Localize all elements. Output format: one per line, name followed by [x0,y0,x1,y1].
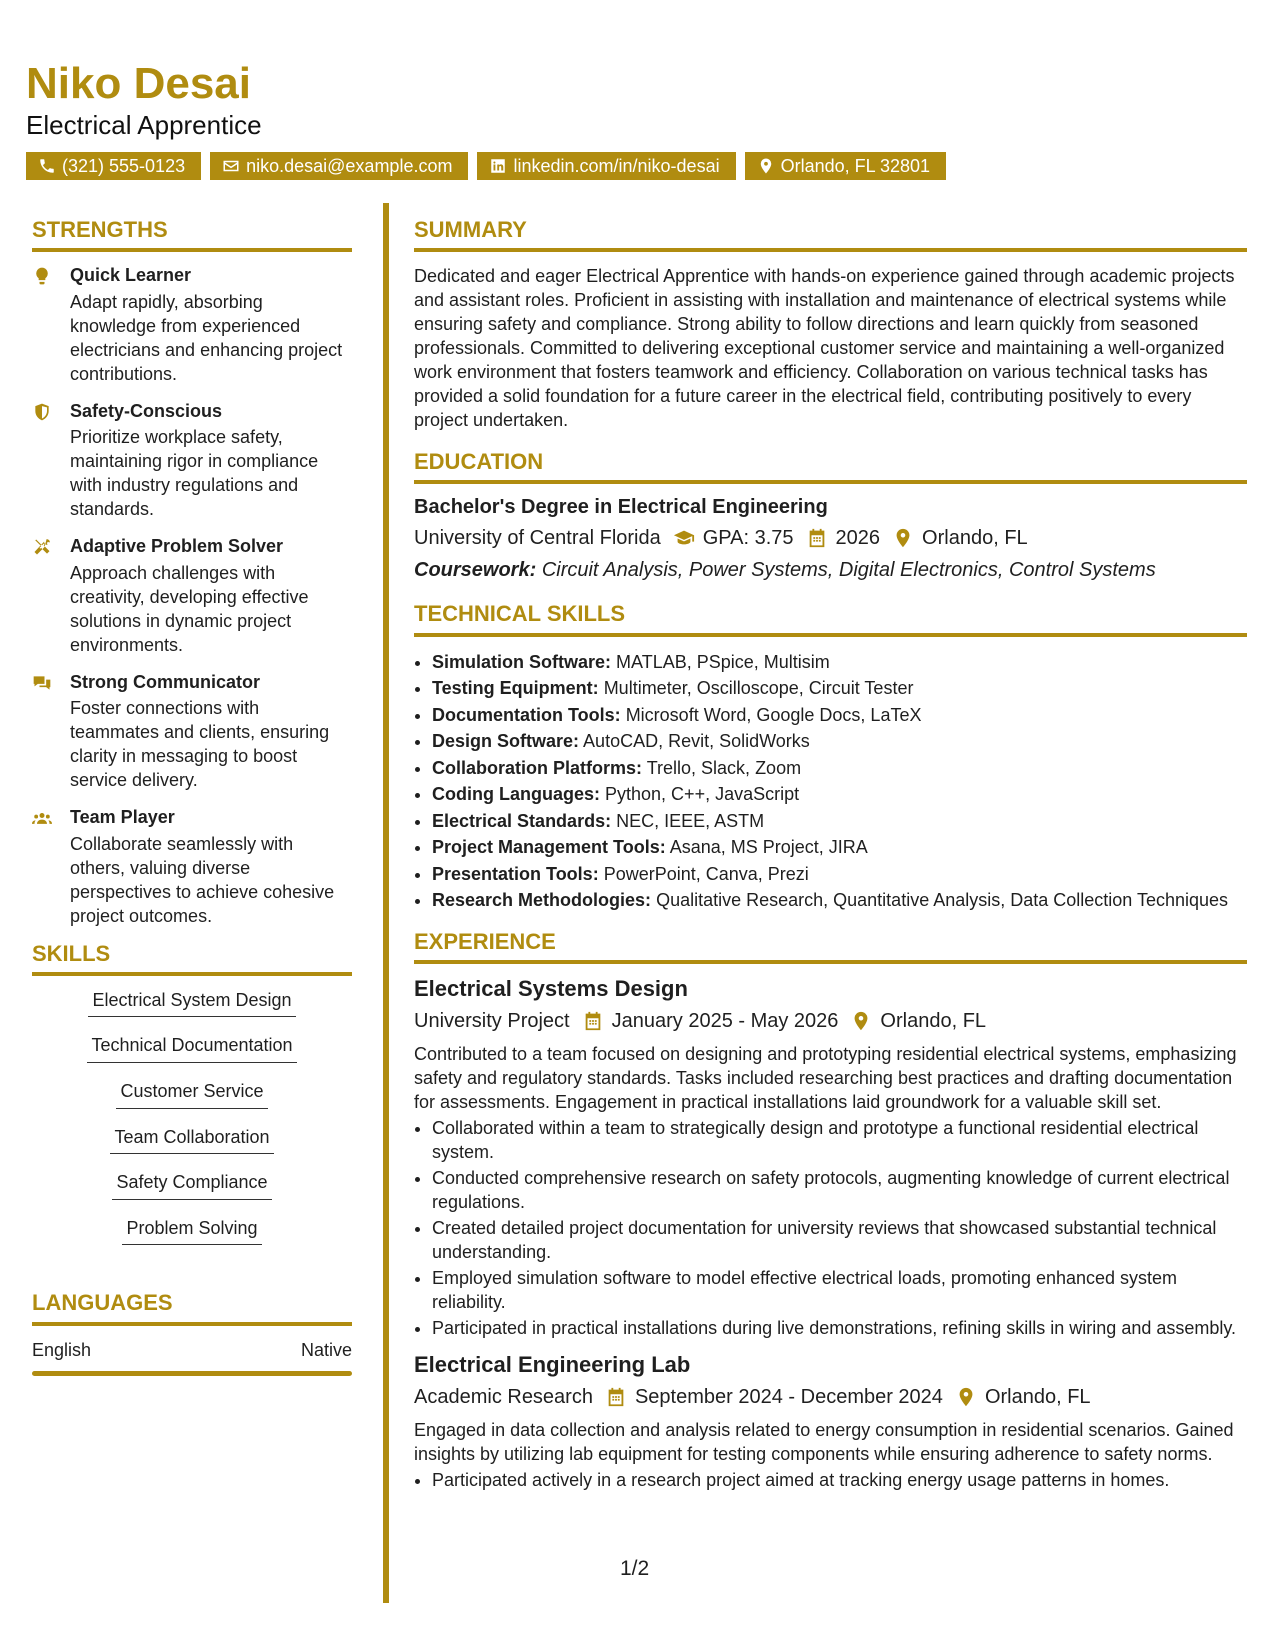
gpa: GPA: 3.75 [702,527,794,550]
strength-title: Quick Learner [70,265,192,286]
tech-skill-value: PowerPoint, Canva, Prezi [603,863,809,884]
calendar-icon [582,1010,604,1032]
tech-skill-value: AutoCAD, Revit, SolidWorks [583,731,810,752]
tech-skill-item [432,728,1247,755]
technical-skills-heading: TECHNICAL SKILLS [414,602,1247,636]
skill-tag: Safety Compliance [112,1172,271,1200]
contact-email-text: niko.desai@example.com [246,155,453,176]
tech-skill-label: Documentation Tools: [432,704,621,725]
tech-skill-item [432,781,1247,808]
column-divider [383,203,389,1603]
users-icon [32,808,52,828]
map-pin-icon [757,157,775,175]
education-location: Orlando, FL [922,527,1028,550]
job-dates: September 2024 - December 2024 [634,1385,943,1408]
skill-tag: Electrical System Design [88,990,295,1018]
tech-skill-label: Presentation Tools: [432,863,599,884]
strength-desc: Foster connections with teammates and clients, ensuring clarity in messaging to boost service delivery. [70,698,330,791]
job-description: Contributed to a team focused on designing and prototyping residential electrical systems, emphasizing safety and regulatory standards. Tasks included researching best practices and drafting documentation for assessments. Engagement in practical installations laid groundwork for a valuable skill set. [414,1043,1237,1112]
technical-skills-list [414,649,1247,914]
tech-skill-value: NEC, IEEE, ASTM [616,810,765,831]
job-location: Orlando, FL [880,1009,987,1032]
contact-phone-text: (321) 555-0123 [62,155,186,176]
job-bullets [414,1116,1247,1340]
strength-item [32,806,352,928]
job-bullets [414,1468,1247,1492]
job-entry [414,1352,1247,1492]
tech-skill-item [432,649,1247,676]
graduation-cap-icon [673,527,695,549]
main-column [414,218,1247,1494]
contact-email[interactable] [210,152,468,180]
coursework-label: Coursework: [414,559,537,582]
tech-skill-value: Multimeter, Oscilloscope, Circuit Tester [603,678,914,699]
language-name: English [32,1339,92,1360]
tech-skill-item [432,861,1247,888]
job-title: Electrical Engineering Lab [414,1351,691,1377]
strength-item [32,671,352,793]
calendar-icon [806,527,828,549]
job-bullet: • Created detailed project documentation for university reviews that showcased substantial technical understanding. [432,1216,1247,1264]
job-dates: January 2025 - May 2026 [611,1009,839,1032]
contact-linkedin-text: linkedin.com/in/niko-desai [513,155,720,176]
education-heading: EDUCATION [414,450,1247,484]
strength-desc: Collaborate seamlessly with others, valuing diverse perspectives to achieve cohesive project outcomes. [70,833,335,926]
shield-icon [32,402,52,422]
strength-title: Strong Communicator [70,671,261,692]
languages-heading: LANGUAGES [32,1291,352,1325]
skills-list [32,990,352,1264]
tech-skill-value: Python, C++, JavaScript [605,784,800,805]
job-bullet: • Conducted comprehensive research on safety protocols, augmenting knowledge of current electrical regulations. [432,1166,1247,1214]
tech-skill-label: Coding Languages: [432,784,600,805]
tech-skill-item [432,808,1247,835]
map-pin-icon [850,1010,872,1032]
contact-phone[interactable] [26,152,201,180]
job-title: Electrical Systems Design [414,975,688,1001]
tech-skill-value: Qualitative Research, Quantitative Analysis, Data Collection Techniques [656,890,1229,911]
map-pin-icon [955,1386,977,1408]
skill-tag: Problem Solving [122,1218,261,1246]
strength-title: Safety-Conscious [70,400,223,421]
school-name: University of Central Florida [414,527,661,550]
tech-skill-item [432,675,1247,702]
page-number: 1/2 [620,1557,650,1580]
contact-location-text: Orlando, FL 32801 [780,155,931,176]
job-meta [414,1384,1247,1410]
candidate-name: Niko Desai [26,59,251,108]
tech-skill-item [432,755,1247,782]
job-location: Orlando, FL [984,1385,1091,1408]
sidebar [32,218,352,1376]
tech-skill-item [432,887,1247,914]
calendar-icon [605,1386,627,1408]
graduation-year: 2026 [835,527,881,550]
job-bullet: • Participated actively in a research project aimed at tracking energy usage patterns in homes. [432,1468,1247,1492]
tech-skill-item [432,834,1247,861]
job-bullet: • Employed simulation software to model effective electrical loads, promoting enhanced system reliability. [432,1266,1247,1314]
tech-skill-label: Electrical Standards: [432,810,612,831]
tech-skill-label: Simulation Software: [432,651,612,672]
strength-item [32,264,352,386]
map-pin-icon [892,527,914,549]
summary-text: Dedicated and eager Electrical Apprentice with hands-on experience gained through academic projects and assistant roles. Proficient in assisting with installation and maintenance of electrical systems while ensuring safety and compliance. Strong ability to follow directions and learn quickly from seasoned professionals. Committed to delivering exceptional customer service and maintaining a well-organized work environment that fosters teamwork and efficiency. Collaboration on various technical tasks has provided a solid foundation for a future career in the electrical field, contributing positively to every project undertaken. [414,266,1235,431]
strength-item [32,400,352,522]
job-description: Engaged in data collection and analysis related to energy consumption in residential scenarios. Gained insights by utilizing lab equipment for testing components while ensuring adherence to safety norms. [414,1419,1234,1464]
skills-heading: SKILLS [32,942,352,976]
skill-tag: Technical Documentation [87,1035,296,1063]
language-row [32,1340,352,1361]
strength-title: Adaptive Problem Solver [70,536,284,557]
strength-desc: Prioritize workplace safety, maintaining rigor in compliance with industry regulations and standards. [70,427,319,520]
tech-skill-label: Design Software: [432,731,580,752]
tech-skill-value: Trello, Slack, Zoom [646,757,802,778]
job-bullet: • Collaborated within a team to strategically design and prototype a functional residential electrical system. [432,1116,1247,1164]
linkedin-icon [489,157,507,175]
tech-skill-label: Research Methodologies: [432,890,652,911]
contact-location [745,152,946,180]
tech-skill-item [432,702,1247,729]
tech-skill-value: Asana, MS Project, JIRA [669,837,868,858]
tools-icon [32,537,52,557]
strength-item [32,535,352,657]
job-org: University Project [414,1009,570,1032]
language-level-bar [32,1371,352,1376]
strengths-heading: STRENGTHS [32,218,352,252]
skill-tag: Customer Service [116,1081,267,1109]
lightbulb-icon [32,266,52,286]
candidate-role: Electrical Apprentice [26,110,262,140]
summary-heading: SUMMARY [414,218,1247,252]
education-meta [414,525,1247,551]
strength-title: Team Player [70,807,175,828]
chat-bubbles-icon [32,673,52,693]
phone-icon [38,157,56,175]
experience-heading: EXPERIENCE [414,930,1247,964]
language-level: Native [300,1339,352,1360]
coursework-list: Circuit Analysis, Power Systems, Digital Electronics, Control Systems [541,559,1156,582]
job-entry [414,976,1247,1340]
tech-skill-label: Collaboration Platforms: [432,757,643,778]
envelope-icon [222,157,240,175]
contact-bar [26,152,946,180]
coursework [414,559,1247,582]
degree-title: Bachelor's Degree in Electrical Engineering [414,496,828,519]
tech-skill-label: Testing Equipment: [432,678,599,699]
job-meta [414,1008,1247,1034]
tech-skill-value: MATLAB, PSpice, Multisim [616,651,830,672]
strength-desc: Adapt rapidly, absorbing knowledge from experienced electricians and enhancing project contributions. [70,291,343,384]
strength-desc: Approach challenges with creativity, developing effective solutions in dynamic project environments. [70,562,309,655]
tech-skill-value: Microsoft Word, Google Docs, LaTeX [625,704,922,725]
contact-linkedin[interactable] [477,152,735,180]
tech-skill-label: Project Management Tools: [432,837,666,858]
skill-tag: Team Collaboration [110,1127,273,1155]
job-org: Academic Research [414,1385,593,1408]
job-bullet: • Participated in practical installations during live demonstrations, refining skills in wiring and assembly. [432,1316,1247,1340]
